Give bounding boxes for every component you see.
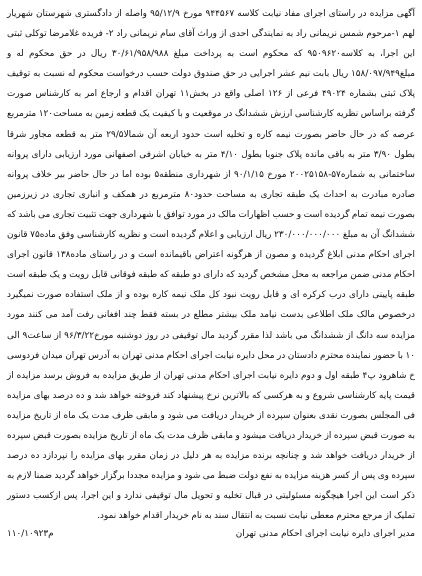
issuer-signature-line: مدیر اجرای دایره نیابت اجرای احکام مدنی تهران bbox=[235, 529, 415, 540]
notice-footer bbox=[7, 527, 415, 541]
auction-notice-text: آگهی مزایده در راستای اجرای مفاد نیابت کلاسه ۹۴۴۵۶۷ مورخ ۹۵/۱۲/۹ واصله از دادگستری شهرستان شهریار لهم ۱-مرحوم شمس نریمانی راد به نمایندگی احدی از وراث آقای سام نریمانی راد ۲- فریده غلامرضا توکلی ثبتی این اجرا، به کلاسه۹۵۰۹۶۲۰ که محکوم است به پرداخت مبلغ ۳۰/۶۱/۹۵۸/۹۸۸ ریال در حق محکوم له و مبلغ۱۵۸/۰۹۷/۹۴۹ ریال بابت نیم عشر اجرایی در حق صندوق دولت حسب درخواست محکوم له نسبت به توقیف پلاک ثبتی بشماره ۴۹۰۲۴ فرعی از ۱۲۶ اصلی واقع در بخش۱۱ تهران اقدام و ارجاع امر به کارشناس صورت گرفته براساس نظریه کارشناسی ارزش ششدانگ در موقعیت و با کیفیت یک قطعه زمین به مساحت۱۲۰ مترمربع عرصه که در حال حاضر بصورت نیمه کاره و تخلیه است حدود اربعه آن شمالا۲۹/۵ متر به قطعه مجاور شرقا بطول ۳/۹۰ متر به باقی مانده پلاک جنوبا بطول ۴/۱۰ متر به خیابان اشرفی اصفهانی مورد ارزیابی دارای پروانه ساختمانی به شماره۵۷-۲۰۰۲۵۱۵۸ مورخ ۹۰/۱/۱۵ از شهرداری منطقه۵ بوده اما در حال حاضر بیر خلاف پروانه صادره مبادرت به احداث یک طبقه تجاری به مساحت حدود۸۰ مترمربع در همکف و انباری تجاری در زیرزمین بصورت نیمه تمام گردیده است و حسب اظهارات مالک در مورد توافق با شهرداری جهت تثبیت تجاری می باشد که ششدانگ آن به مبلغ ۲۳۰/۰۰۰/۰۰۰/۰۰۰ ریال ارزیابی و اعلام گردیده است و نظریه کارشناسی وفق ماده۷۵ قانون اجرای احکام مدنی ابلاغ گردیده و مصون از هرگونه اعتراض باقیمانده است و در راستای ماده۱۳۸ قانون اجرای احکام مدنی ضمن مراجعه به محل مشخص گردید که دارای دو طبقه که طبقه فوقانی قابل رویت و یک طبقه است طبقه پایینی دارای درب کرکره ای و قابل رویت نبود کل ملک نیمه کاره بوده و از ملک استفاده صورت نمیگیرد درخصوص مالک ملک اطلاعی بدست نیامد ملک بیشتر مطلع در بسته فقط چند افغانی رفت آمد می کنند مورد مزایده سه دانگ از ششدانگ می باشد لذا مقرر گردید مال توقیفی در روز دوشنبه مورخ۹۶/۳/۲۲ از ساعت۹ الی ۱۰ با حضور نماینده محترم دادستان در محل دایره نیابت اجرای احکام مدنی تهران به آدرس تهران میدان فردوسی خ شاهرود پ۴ طبقه اول و دوم دایره نیابت اجرای احکام مدنی تهران از طریق مزایده به فروش برسد مزایده از قیمت پایه کارشناسی شروع و به هرکسی که بالاترین نرخ پیشنهاد کند فروخته خواهد شد و ده درصد بهای مزایده فی المجلس بصورت نقدی بعنوان سپرده از خریدار دریافت می شود و مابقی ظرف مدت یک ماه از تاریخ مزایده به صورت قبض سپرده از خریدار دریافت میشود و مابقی ظرف مدت یک ماه از تاریخ مزایده بصورت قبض سپرده از خریدار دریافت خواهد شد و چنانچه برنده مزایده به هر دلیل در زمان مقرر بهای مزایده را نپردازد ده درصد سپرده وی پس از کسر هزینه مزایده به نفع دولت ضبط می شود و مزایده مجددا برگزار خواهد گردید ضمنا لازم به ذکر است این اجرا هیچگونه مسئولیتی در قبال تخلیه و تحویل مال توقیفی ندارد و این اجرا، پس ازکسب دستور تملیک از مرجع محترم معطی نیابت نسبت به انتقال سند به نام خریدار اقدام خواهد نمود. bbox=[7, 9, 415, 522]
ad-reference-code: ۱۱۰/۱۰۹۲۳م bbox=[7, 529, 54, 540]
